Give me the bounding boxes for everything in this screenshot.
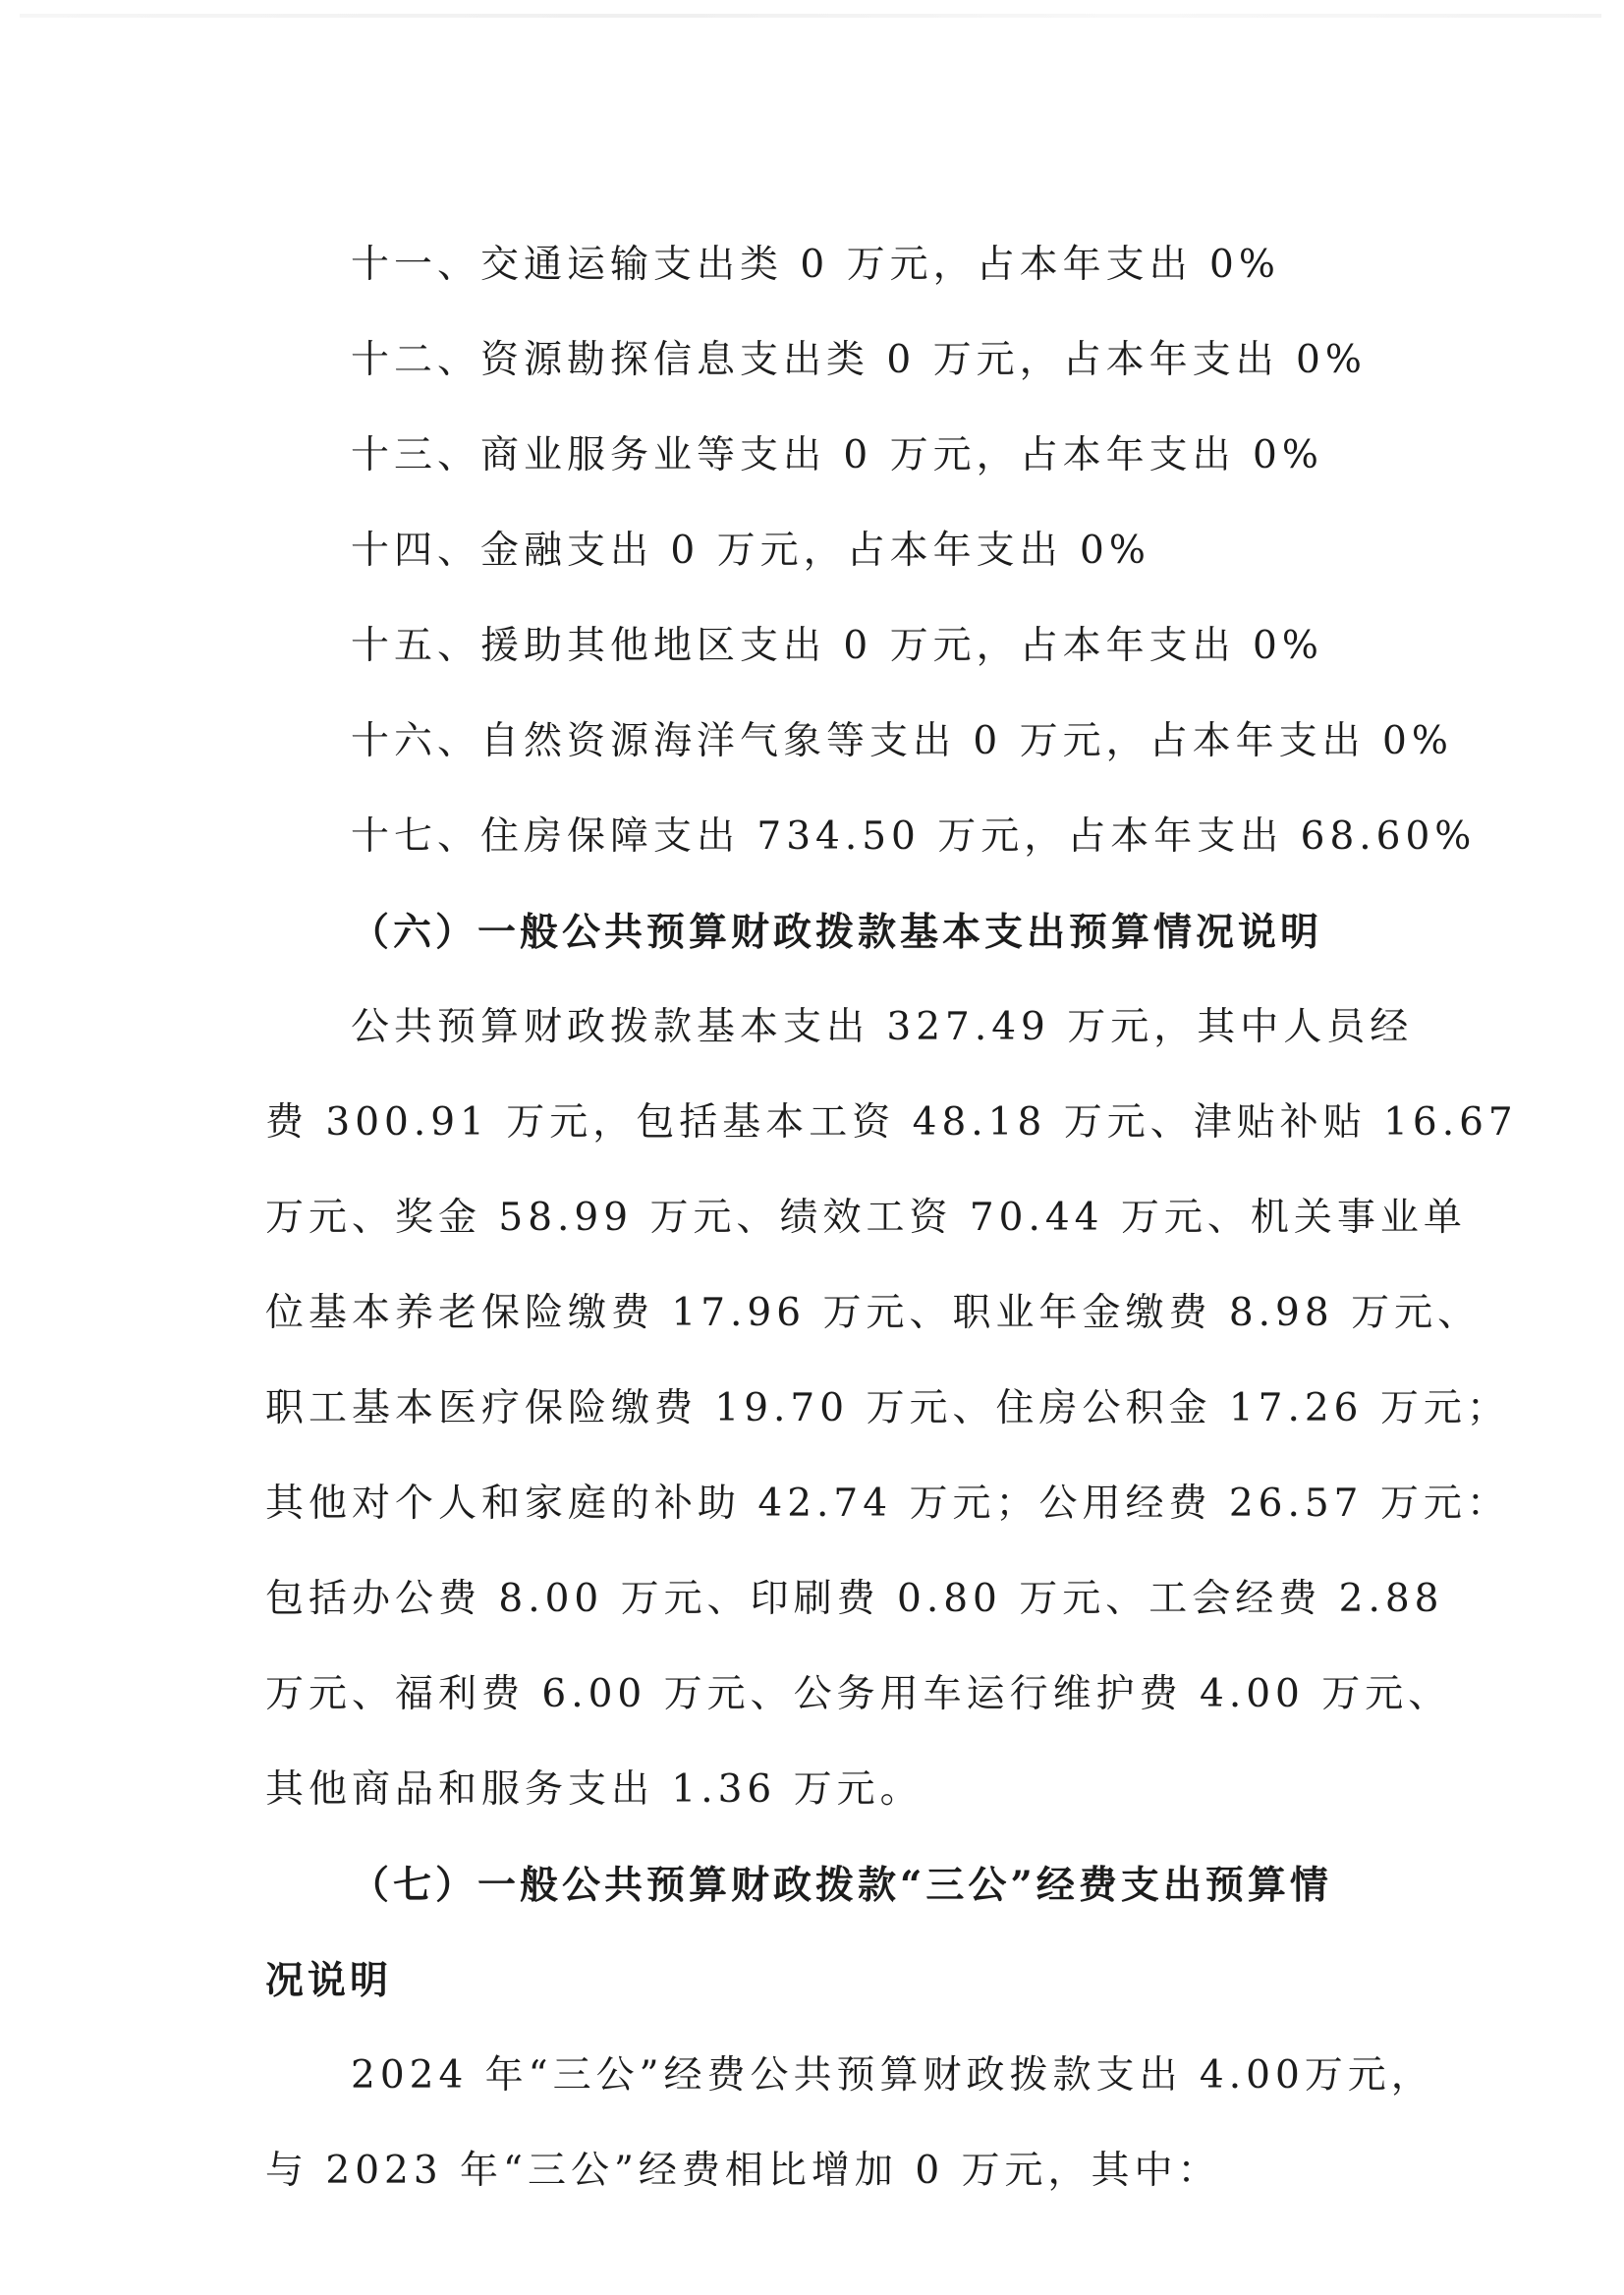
- paragraph-line: 包括办公费 8.00 万元、印刷费 0.80 万元、工会经费 2.88: [265, 1577, 1444, 1621]
- list-item: 十三、商业服务业等支出 0 万元，占本年支出 0%: [351, 433, 1323, 477]
- paragraph-line: 职工基本医疗保险缴费 19.70 万元、住房公积金 17.26 万元；: [265, 1386, 1510, 1430]
- paragraph-line: 万元、福利费 6.00 万元、公务用车运行维护费 4.00 万元、: [265, 1672, 1452, 1716]
- section-heading: （七）一般公共预算财政拨款“三公”经费支出预算情: [351, 1863, 1332, 1908]
- paragraph-line: 万元、奖金 58.99 万元、绩效工资 70.44 万元、机关事业单: [265, 1196, 1467, 1240]
- scan-edge-mark: [20, 14, 1601, 18]
- paragraph-line: 其他对个人和家庭的补助 42.74 万元；公用经费 26.57 万元：: [265, 1482, 1510, 1526]
- list-item: 十五、援助其他地区支出 0 万元，占本年支出 0%: [351, 624, 1323, 668]
- list-item: 十七、住房保障支出 734.50 万元，占本年支出 68.60%: [351, 814, 1477, 859]
- list-item: 十六、自然资源海洋气象等支出 0 万元，占本年支出 0%: [351, 719, 1453, 763]
- paragraph-line: 公共预算财政拨款基本支出 327.49 万元，其中人员经: [351, 1005, 1414, 1049]
- list-item: 十二、资源勘探信息支出类 0 万元，占本年支出 0%: [351, 338, 1367, 382]
- list-item: 十一、交通运输支出类 0 万元，占本年支出 0%: [351, 243, 1280, 287]
- paragraph-line: 费 300.91 万元，包括基本工资 48.18 万元、津贴补贴 16.67: [265, 1100, 1518, 1145]
- paragraph-line: 其他商品和服务支出 1.36 万元。: [265, 1767, 924, 1812]
- paragraph-line: 位基本养老保险缴费 17.96 万元、职业年金缴费 8.98 万元、: [265, 1291, 1482, 1335]
- paragraph-line: 与 2023 年“三公”经费相比增加 0 万元，其中：: [265, 2149, 1221, 2193]
- section-heading: （六）一般公共预算财政拨款基本支出预算情况说明: [351, 910, 1323, 955]
- section-heading-continued: 况说明: [265, 1958, 393, 2003]
- paragraph-line: 2024 年“三公”经费公共预算财政拨款支出 4.00万元，: [351, 2053, 1434, 2098]
- list-item: 十四、金融支出 0 万元，占本年支出 0%: [351, 529, 1150, 573]
